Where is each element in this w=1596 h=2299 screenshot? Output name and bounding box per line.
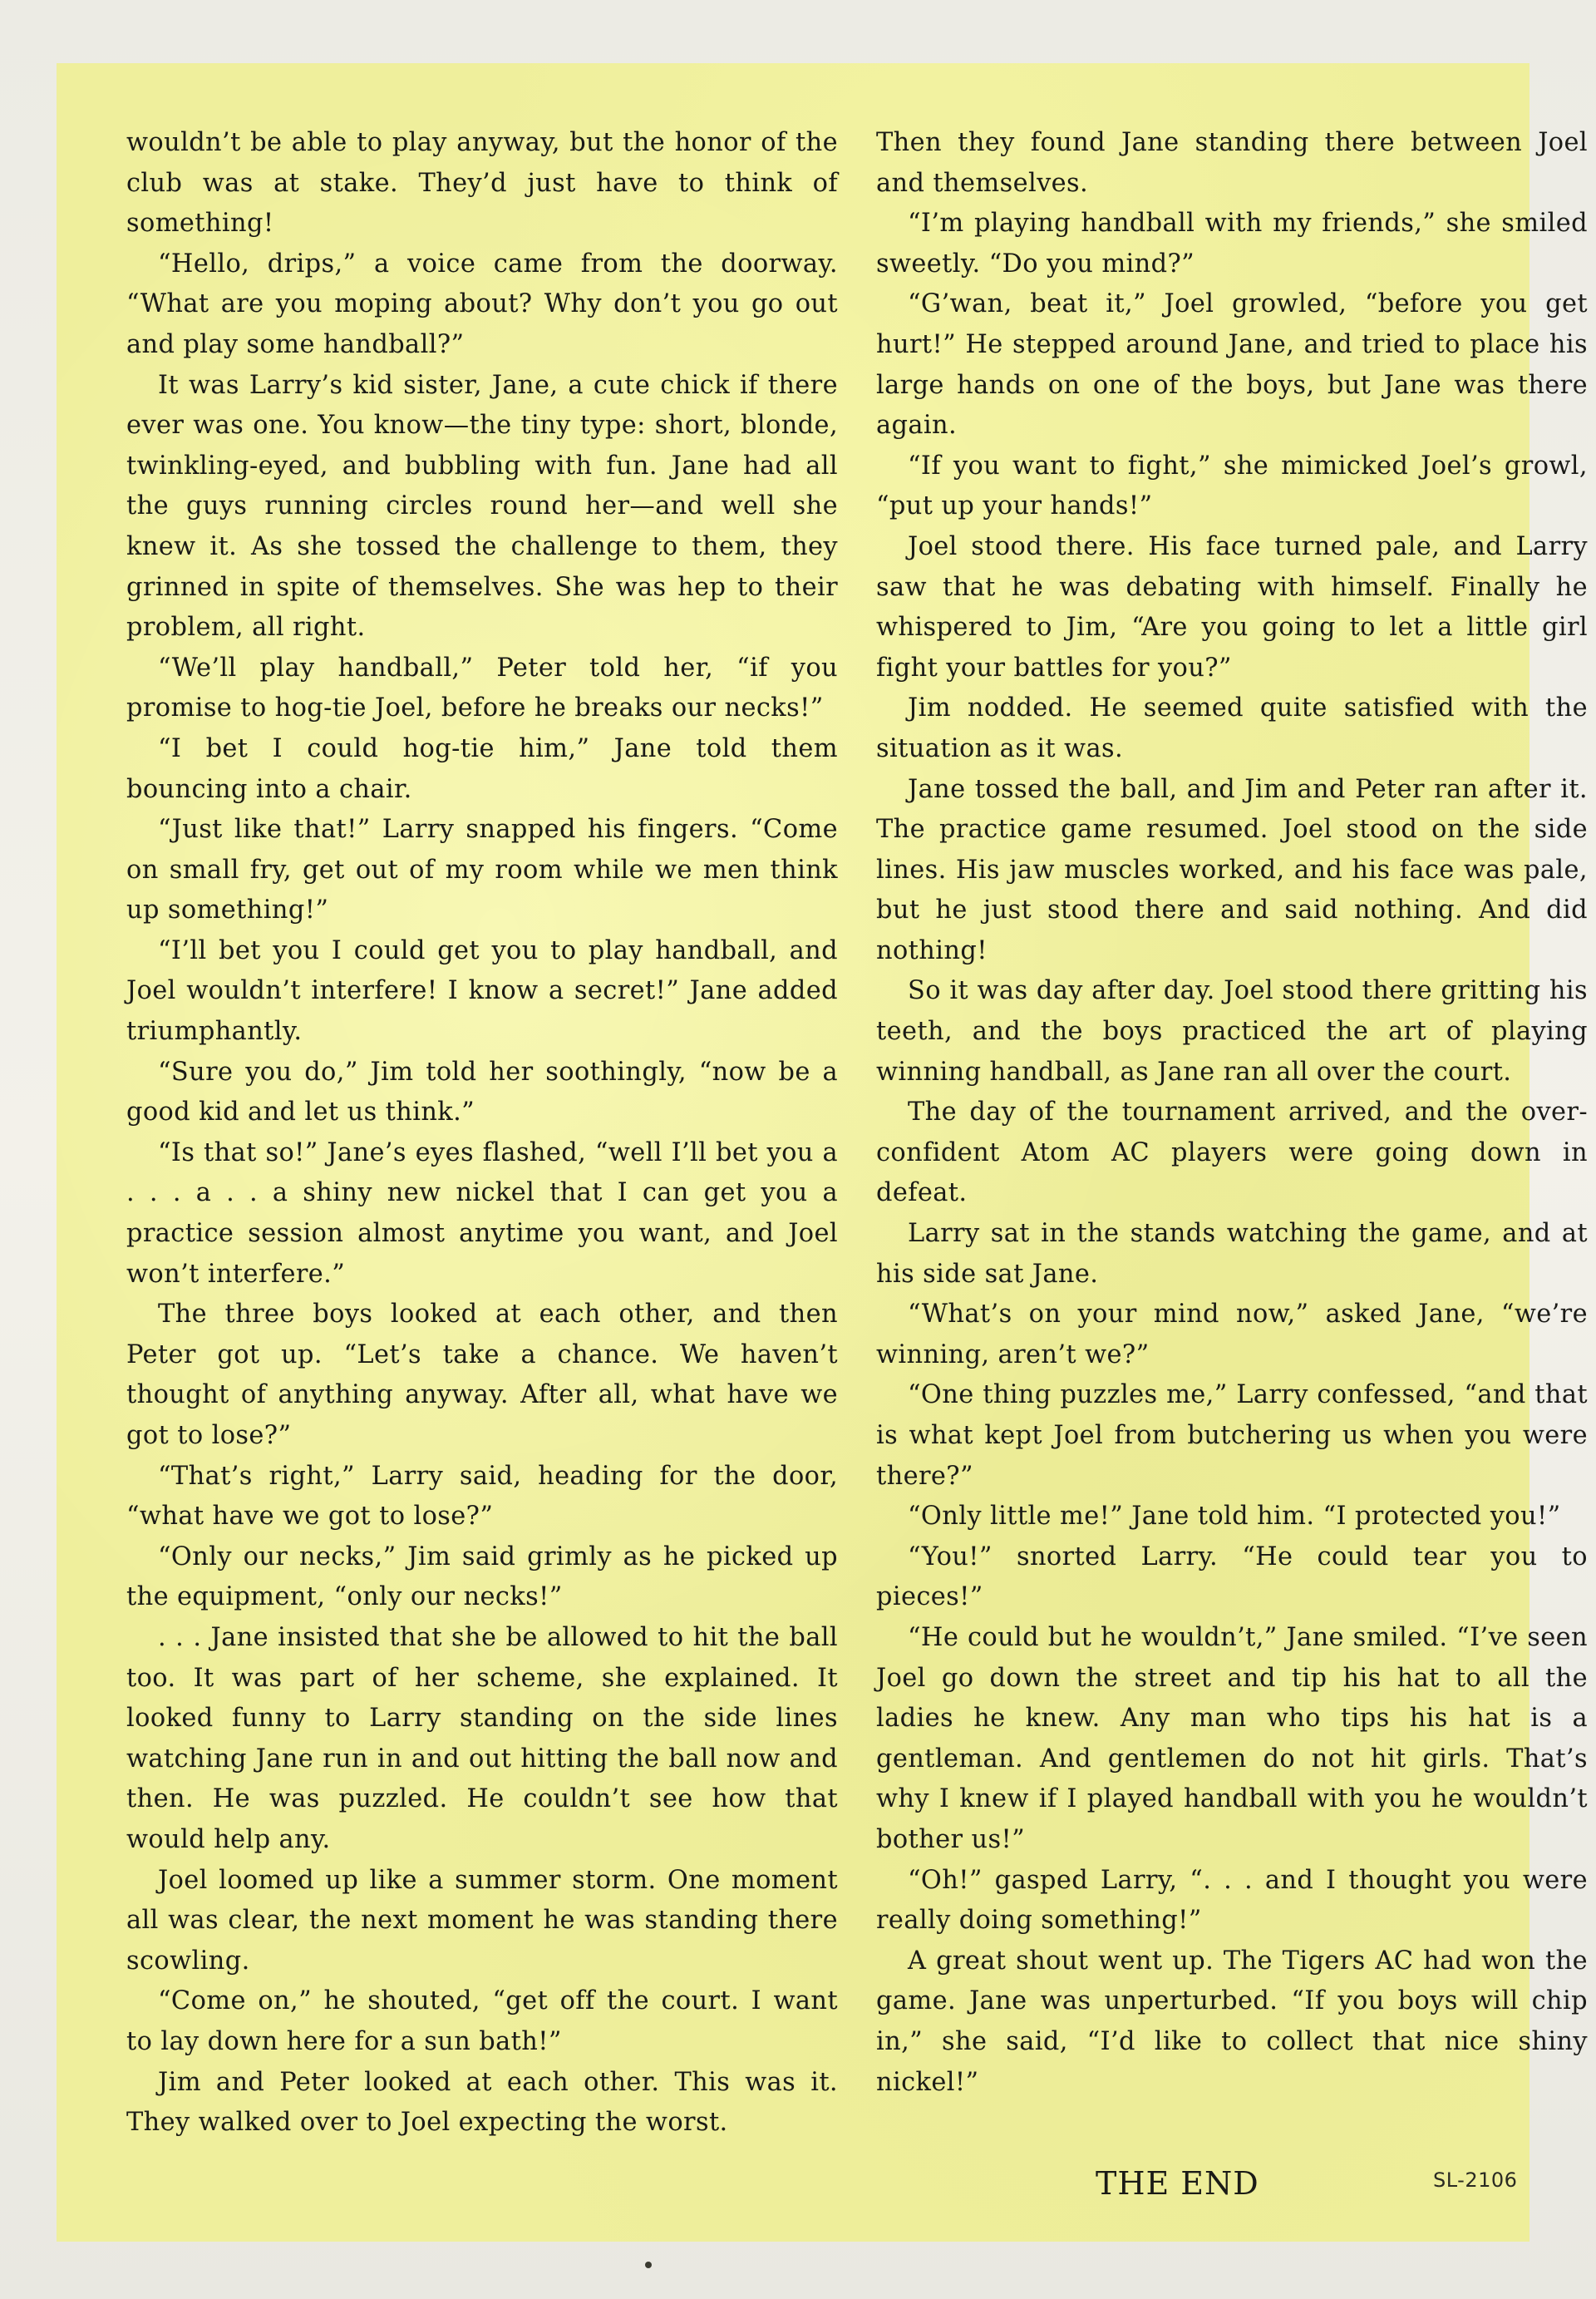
story-paragraph: Joel loomed up like a summer storm. One moment all was clear, the next moment he was standing there scowling. (126, 1865, 838, 1976)
story-paragraph: “Is that so!” Jane’s eyes flashed, “well I’ll bet you a . . . a . . a shiny new nickel that I can get you a practice session almost anytime you want, and Joel won’t interfere.” (126, 1137, 838, 1289)
story-paragraph: “You!” snorted Larry. “He could tear you to pieces!” (876, 1542, 1588, 1612)
story-paragraph: “That’s right,” Larry said, heading for the door, “what have we got to lose?” (126, 1461, 838, 1532)
right-text-column (876, 123, 1588, 2103)
story-paragraph: Jim nodded. He seemed quite satisfied with the situation as it was. (876, 693, 1588, 763)
story-paragraph: It was Larry’s kid sister, Jane, a cute chick if there ever was one. You know—the tiny type: short, blonde, twinkling-eyed, and bubbling with fun. Jane had all the guys running circles round her—and well she knew it. As she tossed the challenge to them, they grinned in spite of themselves. She was hep to their problem, all right. (126, 370, 838, 643)
story-paragraph: “I bet I could hog-tie him,” Jane told them bouncing into a chair. (126, 733, 838, 804)
story-paragraph: “I’m playing handball with my friends,” she smiled sweetly. “Do you mind?” (876, 209, 1588, 279)
story-paragraph: The three boys looked at each other, and then Peter got up. “Let’s take a chance. We haven’t thought of anything anyway. After all, what have we got to lose?” (126, 1300, 838, 1450)
story-paragraph: “If you want to fight,” she mimicked Joel’s growl, “put up your hands!” (876, 451, 1588, 521)
story-page (57, 63, 1588, 2242)
story-paragraph: Joel stood there. His face turned pale, and Larry saw that he was debating with himself. Finally he whispered to Jim, “Are you going to let a little girl fight your battles for you?” (876, 531, 1588, 683)
story-paragraph: “Sure you do,” Jim told her soothingly, “now be a good kid and let us think.” (126, 1057, 838, 1127)
story-paragraph: “Only little me!” Jane told him. “I protected you!” (908, 1502, 1561, 1532)
story-paragraph: “Only our necks,” Jim said grimly as he picked up the equipment, “only our necks!” (126, 1542, 838, 1612)
story-paragraph: “G’wan, beat it,” Joel growled, “before you get hurt!” He stepped around Jane, and tried to place his large hands on one of the boys, but Jane was there again. (876, 289, 1588, 441)
page-dot (645, 2262, 652, 2268)
story-paragraph: . . . Jane insisted that she be allowed to hit the ball too. It was part of her scheme, she explained. It looked funny to Larry standing on the side lines watching Jane run in and out hitting the ball now and then. He was puzzled. He couldn’t see how that would help any. (126, 1622, 838, 1854)
story-paragraph: “I’ll bet you I could get you to play handball, and Joel wouldn’t interfere! I know a secret!” Jane added triumphantly. (126, 935, 838, 1047)
story-paragraph: “One thing puzzles me,” Larry confessed, “and that is what kept Joel from butchering us when you were there?” (876, 1380, 1588, 1491)
story-paragraph: wouldn’t be able to play anyway, but the honor of the club was at stake. They’d just have to think of something! (126, 128, 838, 239)
production-code: SL-2106 (1433, 2168, 1518, 2192)
story-paragraph: “Hello, drips,” a voice came from the doorway. “What are you moping about? Why don’t you go out and play some handball?” (126, 249, 838, 359)
story-paragraph: So it was day after day. Joel stood there gritting his teeth, and the boys practiced the art of playing winning handball, as Jane ran all over the court. (876, 976, 1588, 1087)
story-paragraph: The day of the tournament arrived, and the over-confident Atom AC players were going down in defeat. (876, 1098, 1588, 1208)
story-paragraph: “Oh!” gasped Larry, “. . . and I thought you were really doing something!” (876, 1865, 1588, 1936)
left-text-column (126, 123, 838, 2144)
the-end-label: THE END (1096, 2165, 1259, 2202)
story-paragraph: Then they found Jane standing there between Joel and themselves. (876, 128, 1588, 198)
story-paragraph: “We’ll play handball,” Peter told her, “if you promise to hog-tie Joel, before he breaks our necks!” (126, 653, 838, 723)
story-paragraph: Jim and Peter looked at each other. This was it. They walked over to Joel expecting the worst. (126, 2067, 838, 2138)
story-paragraph: “Just like that!” Larry snapped his fingers. “Come on small fry, get out of my room while we men think up something!” (126, 815, 838, 925)
story-paragraph: Larry sat in the stands watching the game, and at his side sat Jane. (876, 1219, 1588, 1289)
story-paragraph: A great shout went up. The Tigers AC had won the game. Jane was unperturbed. “If you boys will chip in,” she said, “I’d like to collect that nice shiny nickel!” (876, 1946, 1588, 2097)
story-paragraph: “Come on,” he shouted, “get off the court. I want to lay down here for a sun bath!” (126, 1986, 838, 2056)
story-paragraph: Jane tossed the ball, and Jim and Peter ran after it. The practice game resumed. Joel stood on the side lines. His jaw muscles worked, and his face was pale, but he just stood there and said nothing. And did nothing! (876, 774, 1588, 965)
story-paragraph: “What’s on your mind now,” asked Jane, “we’re winning, aren’t we?” (876, 1300, 1588, 1369)
story-paragraph: “He could but he wouldn’t,” Jane smiled. “I’ve seen Joel go down the street and tip his hat to all the ladies he knew. Any man who tips his hat is a gentleman. And gentlemen do not hit girls. That’s why I knew if I played handball with you he wouldn’t bother us!” (876, 1622, 1588, 1854)
